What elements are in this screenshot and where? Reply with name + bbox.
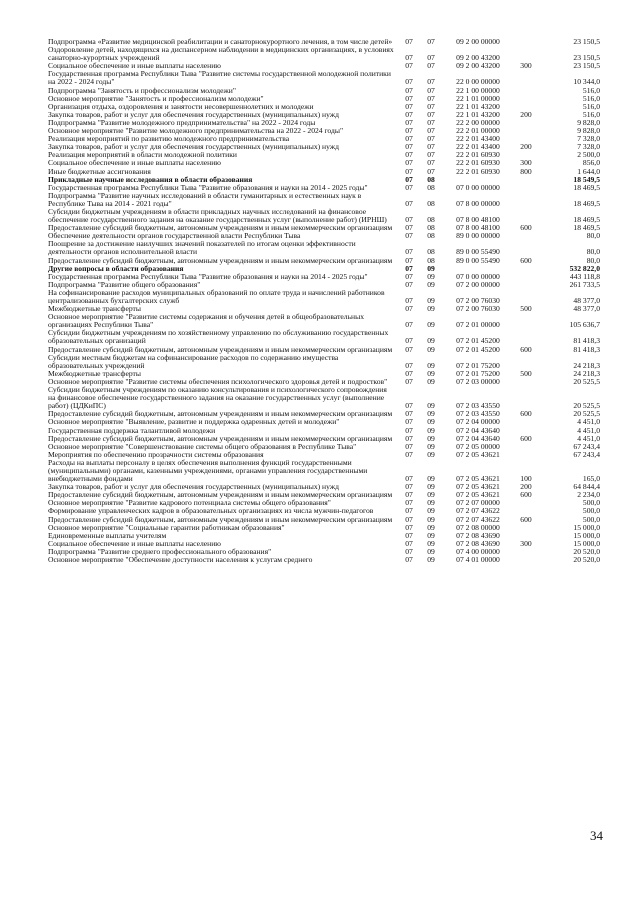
- row-target-article: 07 8 00 48100: [456, 215, 500, 225]
- row-target-article: 22 2 01 60930: [456, 166, 500, 176]
- row-name: На софинансирование расходов муниципальных образований по оплате труда и начислений работников централизованных бухгалтерских служб: [48, 287, 385, 305]
- row-name: Подпрограмма "Развитие общего образования": [48, 279, 201, 289]
- row-target-article: 09 2 00 43200: [456, 61, 500, 71]
- row-razdel: 07: [405, 150, 413, 160]
- row-razdel: 07: [405, 53, 413, 63]
- row-podrazdel: 08: [427, 174, 435, 184]
- row-podrazdel: 09: [427, 482, 435, 492]
- row-amount: 67 243,4: [573, 441, 600, 451]
- row-podrazdel: 09: [427, 441, 435, 451]
- row-target-article: 07 2 03 43550: [456, 409, 500, 419]
- row-amount: 18 469,5: [573, 182, 600, 192]
- row-name: Социальное обеспечение и иные выплаты населению: [48, 61, 221, 71]
- row-name: Реализация мероприятий по развитию молодежного предпринимательства: [48, 134, 290, 144]
- row-amount: 7 328,0: [577, 142, 600, 152]
- row-amount: 80,0: [586, 231, 600, 241]
- row-podrazdel: 09: [427, 336, 435, 346]
- row-target-article: 07 2 05 00000: [456, 441, 500, 451]
- row-target-article: 07 2 00 76030: [456, 304, 500, 314]
- row-name: Поощрение за достижение наилучших значений показателей по итогам оценки эффективности деятельности органов исполнительной власти: [48, 239, 356, 257]
- row-name: Основное мероприятие "Социальные гарантии работникам образования": [48, 522, 285, 532]
- row-expense-type: 300: [520, 61, 532, 71]
- row-podrazdel: 07: [427, 166, 435, 176]
- row-amount: 18 549,5: [573, 174, 600, 184]
- row-name: Предоставление субсидий бюджетным, автономным учреждениям и иным некоммерческим организациям: [48, 223, 393, 233]
- row-razdel: 07: [405, 93, 413, 103]
- row-podrazdel: 07: [427, 61, 435, 71]
- row-name: Подпрограмма "Развитие молодежного предпринимательства" на 2022 - 2024 годы: [48, 117, 316, 127]
- row-amount: 105 636,7: [569, 320, 600, 330]
- row-target-article: 07 2 03 00000: [456, 376, 500, 386]
- row-razdel: 07: [405, 158, 413, 168]
- row-expense-type: 600: [520, 344, 532, 354]
- table-row: [48, 46, 600, 62]
- row-amount: 7 328,0: [577, 134, 600, 144]
- row-amount: 500,0: [582, 514, 600, 524]
- row-amount: 48 377,0: [573, 296, 600, 305]
- row-razdel: 07: [405, 555, 413, 564]
- row-target-article: 07 2 04 43640: [456, 433, 500, 443]
- row-amount: 20 525,5: [573, 376, 600, 386]
- row-expense-type: 600: [520, 433, 532, 443]
- row-target-article: 22 2 01 43400: [456, 142, 500, 152]
- row-podrazdel: 09: [427, 376, 435, 386]
- row-amount: 4 451,0: [577, 433, 600, 443]
- row-expense-type: 500: [520, 368, 532, 378]
- row-expense-type: 200: [520, 482, 532, 492]
- row-razdel: 07: [405, 449, 413, 459]
- row-name: Государственная поддержка талантливой молодежи: [48, 425, 216, 435]
- row-amount: 23 150,5: [573, 61, 600, 71]
- row-target-article: 22 1 00 00000: [456, 85, 500, 95]
- row-name: Оздоровление детей, находящихся на диспансерном наблюдении в медицинских организациях, в условиях санаторно-курортных учреждений: [48, 45, 394, 63]
- row-amount: 15 000,0: [573, 530, 600, 540]
- row-expense-type: 200: [520, 142, 532, 152]
- row-razdel: 07: [405, 255, 413, 265]
- table-row: [48, 459, 600, 483]
- row-target-article: 07 2 00 00000: [456, 279, 500, 289]
- row-amount: 20 520,0: [573, 546, 600, 556]
- row-podrazdel: 07: [427, 150, 435, 160]
- row-podrazdel: 09: [427, 401, 435, 411]
- row-target-article: 07 2 08 00000: [456, 522, 500, 532]
- row-podrazdel: 09: [427, 433, 435, 443]
- row-podrazdel: 09: [427, 490, 435, 500]
- row-podrazdel: 08: [427, 247, 435, 257]
- row-target-article: 89 0 00 00000: [456, 231, 500, 241]
- row-name: Субсидии местным бюджетам на софинансирование расходов по содержанию имущества образовательных учреждений: [48, 352, 339, 370]
- row-podrazdel: 08: [427, 198, 435, 208]
- row-name: Предоставление субсидий бюджетным, автономным учреждениям и иным некоммерческим организациям: [48, 514, 393, 524]
- row-amount: 516,0: [582, 93, 600, 103]
- row-razdel: 07: [405, 490, 413, 500]
- page-number: 34: [590, 828, 603, 843]
- row-amount: 10 344,0: [573, 77, 600, 87]
- table-row: [48, 208, 600, 224]
- row-name: Подпрограмма "Развитие среднего профессионального образования": [48, 546, 272, 556]
- row-target-article: 07 8 00 48100: [456, 223, 500, 233]
- row-target-article: 22 1 01 43200: [456, 101, 500, 111]
- row-podrazdel: 07: [427, 93, 435, 103]
- row-target-article: 07 2 01 00000: [456, 320, 500, 330]
- row-podrazdel: 08: [427, 182, 435, 192]
- row-name: Основное мероприятие "Обеспечение доступности населения к услугам среднего: [48, 555, 313, 564]
- row-expense-type: 600: [520, 490, 532, 500]
- row-target-article: 07 2 04 43640: [456, 425, 500, 435]
- row-target-article: 07 2 05 43621: [456, 474, 500, 484]
- row-razdel: 07: [405, 336, 413, 346]
- row-target-article: 22 1 01 43200: [456, 109, 500, 119]
- row-target-article: 07 2 01 75200: [456, 360, 500, 370]
- row-razdel: 07: [405, 174, 413, 184]
- row-name: Расходы на выплаты персоналу в целях обеспечения выполнения функций государственными (муниципальными) органами, казенными учреждениями, органами управления государственными внебюджетными фондами: [48, 457, 368, 484]
- row-podrazdel: 07: [427, 126, 435, 136]
- row-target-article: 09 2 00 43200: [456, 53, 500, 63]
- row-target-article: 22 2 00 00000: [456, 117, 500, 127]
- row-razdel: 07: [405, 320, 413, 330]
- row-amount: 2 234,0: [577, 490, 600, 500]
- row-target-article: 22 0 00 00000: [456, 77, 500, 87]
- row-podrazdel: 07: [427, 158, 435, 168]
- row-amount: 24 218,3: [573, 368, 600, 378]
- row-razdel: 07: [405, 134, 413, 144]
- table-row: [48, 289, 600, 305]
- row-razdel: 07: [405, 474, 413, 484]
- row-name: Основное мероприятие "Развитие молодежного предпринимательства на 2022 - 2024 годы": [48, 126, 344, 136]
- row-amount: 18 469,5: [573, 223, 600, 233]
- row-podrazdel: 09: [427, 498, 435, 508]
- row-podrazdel: 09: [427, 474, 435, 484]
- row-amount: 20 520,0: [573, 555, 600, 564]
- row-target-article: 22 2 01 60930: [456, 158, 500, 168]
- row-podrazdel: 09: [427, 546, 435, 556]
- row-razdel: 07: [405, 271, 413, 281]
- row-amount: 532 822,0: [569, 263, 600, 273]
- row-target-article: 07 2 08 43690: [456, 538, 500, 548]
- row-amount: 500,0: [582, 506, 600, 516]
- row-razdel: 07: [405, 142, 413, 152]
- row-amount: 81 418,3: [573, 344, 600, 354]
- row-target-article: 07 0 00 00000: [456, 271, 500, 281]
- row-name: Субсидии бюджетным учреждениям в области прикладных научных исследований на финансовое обеспечение государственного задания на оказание государственных услуг (выполнение работ) (ИРНШ): [48, 206, 387, 225]
- table-row: [48, 192, 600, 208]
- row-podrazdel: 09: [427, 271, 435, 281]
- row-razdel: 07: [405, 263, 413, 273]
- row-name: Обеспечение деятельности органов государственной власти Республики Тыва: [48, 231, 301, 241]
- row-amount: 9 828,0: [577, 117, 600, 127]
- row-razdel: 07: [405, 344, 413, 354]
- table-row: [48, 313, 600, 329]
- row-name: Основное мероприятие "Совершенствование системы общего образования в Республике Тыва": [48, 441, 357, 451]
- row-amount: 516,0: [582, 109, 600, 119]
- row-podrazdel: 09: [427, 522, 435, 532]
- row-target-article: 07 4 01 00000: [456, 555, 500, 564]
- row-razdel: 07: [405, 77, 413, 87]
- row-name: Предоставление субсидий бюджетным, автономным учреждениям и иным некоммерческим организациям: [48, 344, 393, 354]
- row-name: Организация отдыха, оздоровления и занятости несовершеннолетних и молодежи: [48, 101, 314, 111]
- row-podrazdel: 09: [427, 530, 435, 540]
- table-row: [48, 354, 600, 370]
- row-name: Подпрограмма "Занятость и профессионализм молодежи": [48, 85, 236, 95]
- row-razdel: 07: [405, 482, 413, 492]
- row-target-article: 07 2 00 76030: [456, 296, 500, 305]
- row-target-article: 07 2 01 45200: [456, 336, 500, 346]
- row-amount: 443 118,8: [569, 271, 600, 281]
- row-target-article: 22 2 01 60930: [456, 150, 500, 160]
- row-expense-type: 300: [520, 158, 532, 168]
- row-amount: 48 377,0: [573, 304, 600, 314]
- row-target-article: 07 2 05 43621: [456, 482, 500, 492]
- budget-table: [48, 38, 600, 564]
- row-target-article: 89 0 00 55490: [456, 247, 500, 257]
- row-amount: 67 243,4: [573, 449, 600, 459]
- row-name: Межбюджетные трансферты: [48, 368, 141, 378]
- row-amount: 18 469,5: [573, 198, 600, 208]
- row-amount: 23 150,5: [573, 37, 600, 46]
- row-amount: 516,0: [582, 85, 600, 95]
- row-name: Предоставление субсидий бюджетным, автономным учреждениям и иным некоммерческим организациям: [48, 255, 393, 265]
- row-amount: 4 451,0: [577, 425, 600, 435]
- row-podrazdel: 07: [427, 101, 435, 111]
- row-expense-type: 100: [520, 474, 532, 484]
- row-podrazdel: 09: [427, 514, 435, 524]
- row-podrazdel: 07: [427, 77, 435, 87]
- row-expense-type: 600: [520, 409, 532, 419]
- row-name: Мероприятия по обеспечению прозрачности системы образования: [48, 449, 264, 459]
- row-razdel: 07: [405, 126, 413, 136]
- row-expense-type: 300: [520, 538, 532, 548]
- table-row: [48, 329, 600, 345]
- row-podrazdel: 09: [427, 360, 435, 370]
- row-name: Закупка товаров, работ и услуг для обеспечения государственных (муниципальных) нужд: [48, 482, 339, 492]
- row-razdel: 07: [405, 433, 413, 443]
- row-podrazdel: 09: [427, 368, 435, 378]
- row-podrazdel: 08: [427, 231, 435, 241]
- table-row: [48, 70, 600, 86]
- row-razdel: 07: [405, 215, 413, 225]
- row-amount: 64 844,4: [573, 482, 600, 492]
- row-target-article: 07 2 01 75200: [456, 368, 500, 378]
- row-name: Государственная программа Республики Тыва "Развитие образования и науки на 2014 - 2025 годы": [48, 271, 368, 281]
- row-amount: 80,0: [586, 255, 600, 265]
- row-amount: 23 150,5: [573, 53, 600, 63]
- row-razdel: 07: [405, 101, 413, 111]
- row-amount: 24 218,3: [573, 360, 600, 370]
- row-target-article: 07 2 07 00000: [456, 498, 500, 508]
- row-name: Предоставление субсидий бюджетным, автономным учреждениям и иным некоммерческим организациям: [48, 433, 393, 443]
- row-razdel: 07: [405, 304, 413, 314]
- row-razdel: 07: [405, 417, 413, 427]
- row-target-article: 89 0 00 55490: [456, 255, 500, 265]
- row-target-article: 22 2 01 00000: [456, 126, 500, 136]
- row-amount: 81 418,3: [573, 336, 600, 346]
- row-amount: 4 451,0: [577, 417, 600, 427]
- row-razdel: 07: [405, 409, 413, 419]
- row-expense-type: 200: [520, 109, 532, 119]
- row-razdel: 07: [405, 530, 413, 540]
- row-podrazdel: 09: [427, 320, 435, 330]
- row-expense-type: 600: [520, 223, 532, 233]
- row-razdel: 07: [405, 296, 413, 305]
- row-razdel: 07: [405, 166, 413, 176]
- row-name: Единовременные выплаты учителям: [48, 530, 167, 540]
- row-amount: 20 525,5: [573, 409, 600, 419]
- row-podrazdel: 09: [427, 279, 435, 289]
- row-razdel: 07: [405, 401, 413, 411]
- row-razdel: 07: [405, 425, 413, 435]
- row-podrazdel: 07: [427, 37, 435, 46]
- row-name: Субсидии бюджетным учреждениям по хозяйственному управлению по обслуживанию государственных образовательных организаций: [48, 328, 389, 346]
- row-amount: 20 525,5: [573, 401, 600, 411]
- row-razdel: 07: [405, 182, 413, 192]
- row-podrazdel: 07: [427, 134, 435, 144]
- row-amount: 516,0: [582, 101, 600, 111]
- row-target-article: 07 2 01 45200: [456, 344, 500, 354]
- row-razdel: 07: [405, 85, 413, 95]
- row-razdel: 07: [405, 376, 413, 386]
- row-razdel: 07: [405, 522, 413, 532]
- row-razdel: 07: [405, 117, 413, 127]
- row-name: Закупка товаров, работ и услуг для обеспечения государственных (муниципальных) нужд: [48, 142, 339, 152]
- row-target-article: 07 4 00 00000: [456, 546, 500, 556]
- row-podrazdel: 09: [427, 409, 435, 419]
- row-target-article: 22 1 01 00000: [456, 93, 500, 103]
- row-razdel: 07: [405, 231, 413, 241]
- row-name: Государственная программа Республики Тыва "Развитие системы государственной молодежной политики на 2022 - 2024 годы": [48, 69, 391, 87]
- table-row: [48, 240, 600, 256]
- row-amount: 261 733,5: [569, 279, 600, 289]
- row-amount: 1 644,0: [577, 166, 600, 176]
- row-amount: 856,0: [582, 158, 600, 168]
- row-podrazdel: 07: [427, 109, 435, 119]
- row-target-article: 07 2 05 43621: [456, 449, 500, 459]
- row-podrazdel: 09: [427, 506, 435, 516]
- row-razdel: 07: [405, 498, 413, 508]
- row-razdel: 07: [405, 546, 413, 556]
- row-target-article: 07 2 07 43622: [456, 506, 500, 516]
- row-podrazdel: 09: [427, 425, 435, 435]
- row-name: Иные бюджетные ассигнования: [48, 166, 151, 176]
- row-amount: 15 000,0: [573, 538, 600, 548]
- row-podrazdel: 08: [427, 223, 435, 233]
- row-razdel: 07: [405, 247, 413, 257]
- row-podrazdel: 09: [427, 555, 435, 564]
- row-target-article: 09 2 00 00000: [456, 37, 500, 46]
- row-razdel: 07: [405, 109, 413, 119]
- row-name: Формирование управленческих кадров в образовательных организациях из числа мужчин-педагогов: [48, 506, 374, 516]
- row-name: Основное мероприятие "Развитие системы содержания и обучения детей в общеобразовательных организациях Республики Тыва": [48, 312, 365, 330]
- row-amount: 2 500,0: [577, 150, 600, 160]
- row-name: Государственная программа Республики Тыва "Развитие образования и науки на 2014 - 2025 годы": [48, 182, 368, 192]
- row-target-article: 07 8 00 00000: [456, 198, 500, 208]
- table-row: [48, 556, 600, 564]
- row-amount: 500,0: [582, 498, 600, 508]
- row-name: Закупка товаров, работ и услуг для обеспечения государственных (муниципальных) нужд: [48, 109, 339, 119]
- row-name: Прикладные научные исследования в области образования: [48, 174, 253, 184]
- row-razdel: 07: [405, 360, 413, 370]
- row-target-article: 07 2 03 43550: [456, 401, 500, 411]
- row-amount: 18 469,5: [573, 215, 600, 225]
- row-name: Социальное обеспечение и иные выплаты населению: [48, 538, 221, 548]
- row-amount: 80,0: [586, 247, 600, 257]
- row-razdel: 07: [405, 506, 413, 516]
- row-razdel: 07: [405, 61, 413, 71]
- row-target-article: 07 2 04 00000: [456, 417, 500, 427]
- row-razdel: 07: [405, 223, 413, 233]
- row-podrazdel: 07: [427, 53, 435, 63]
- row-razdel: 07: [405, 198, 413, 208]
- row-razdel: 07: [405, 279, 413, 289]
- row-podrazdel: 09: [427, 296, 435, 305]
- row-name: Социальное обеспечение и иные выплаты населению: [48, 158, 221, 168]
- row-expense-type: 600: [520, 255, 532, 265]
- row-name: Основное мероприятие "Развитие кадрового потенциала системы общего образования": [48, 498, 331, 508]
- row-name: Другие вопросы в области образования: [48, 263, 184, 273]
- row-target-article: 22 2 01 43400: [456, 134, 500, 144]
- table-row: [48, 386, 600, 410]
- row-name: Основное мероприятие "Занятость и профессионализм молодежи": [48, 93, 264, 103]
- row-name: Межбюджетные трансферты: [48, 304, 141, 314]
- row-razdel: 07: [405, 441, 413, 451]
- row-amount: 15 000,0: [573, 522, 600, 532]
- row-podrazdel: 08: [427, 255, 435, 265]
- row-expense-type: 500: [520, 304, 532, 314]
- row-podrazdel: 09: [427, 449, 435, 459]
- row-name: Подпрограмма «Развитие медицинской реабилитации и санаторнокурортного лечения, в том числе детей»: [48, 37, 393, 46]
- row-name: Подпрограмма "Развитие научных исследований в области гуманитарных и естественных наук в Республике Тыва на 2014 - 2021 годы": [48, 190, 362, 208]
- row-name: Субсидии бюджетным учреждениям по оказанию консультирования и психологического сопровождения на финансовое обеспечение государственного задания на оказание государственных услуг (выполнение работ) (ЦДКиПС): [48, 385, 387, 411]
- row-podrazdel: 08: [427, 215, 435, 225]
- row-podrazdel: 09: [427, 344, 435, 354]
- row-target-article: 07 0 00 00000: [456, 182, 500, 192]
- row-name: Предоставление субсидий бюджетным, автономным учреждениям и иным некоммерческим организациям: [48, 409, 393, 419]
- row-razdel: 07: [405, 514, 413, 524]
- row-name: Основное мероприятие "Развитие системы обеспечения психологического здоровья детей и подростков": [48, 376, 388, 386]
- row-name: Предоставление субсидий бюджетным, автономным учреждениям и иным некоммерческим организациям: [48, 490, 393, 500]
- row-podrazdel: 09: [427, 263, 435, 273]
- row-amount: 165,0: [582, 474, 600, 484]
- row-name: Реализация мероприятий в области молодежной политики: [48, 150, 237, 160]
- row-target-article: 07 2 08 43690: [456, 530, 500, 540]
- row-expense-type: 600: [520, 514, 532, 524]
- row-target-article: 07 2 05 43621: [456, 490, 500, 500]
- row-expense-type: 800: [520, 166, 532, 176]
- row-podrazdel: 09: [427, 304, 435, 314]
- row-podrazdel: 09: [427, 538, 435, 548]
- row-razdel: 07: [405, 37, 413, 46]
- row-podrazdel: 07: [427, 85, 435, 95]
- row-amount: 9 828,0: [577, 126, 600, 136]
- row-razdel: 07: [405, 368, 413, 378]
- row-podrazdel: 07: [427, 142, 435, 152]
- row-name: Основное мероприятие "Выявление, развитие и поддержка одаренных детей и молодежи": [48, 417, 340, 427]
- row-target-article: 07 2 07 43622: [456, 514, 500, 524]
- row-podrazdel: 09: [427, 417, 435, 427]
- row-podrazdel: 07: [427, 117, 435, 127]
- row-razdel: 07: [405, 538, 413, 548]
